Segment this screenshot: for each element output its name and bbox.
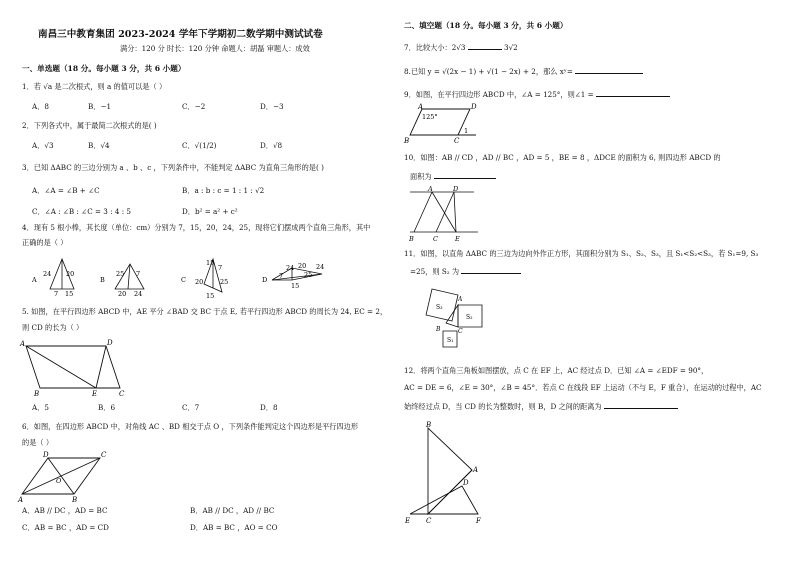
q3-option-c: C．∠A : ∠B : ∠C = 3 : 4 : 5 — [32, 207, 132, 216]
q3-option-a: A．∠A = ∠B + ∠C — [32, 186, 100, 195]
q4-stem-cont: 正确的是（ ） — [22, 238, 68, 247]
q4-label: 7 — [279, 272, 284, 280]
q1-option-d: D．−3 — [260, 102, 284, 111]
q5-label-e: E — [92, 390, 98, 398]
q7-right: 3√2 — [504, 43, 518, 52]
q9-answer-blank[interactable] — [596, 89, 670, 97]
q6-label-a: A — [18, 496, 24, 504]
q4-c-letter: C — [181, 276, 186, 284]
q6-stem-cont: 的是（ ） — [22, 438, 54, 447]
q4-label: 24 — [134, 290, 143, 298]
q5-parallelogram-figure — [18, 338, 138, 398]
q10-text: 面积为 — [410, 172, 432, 181]
q11-label-c: C — [458, 328, 463, 335]
q6-label-b: B — [72, 496, 78, 504]
q11-stem: 11．如图，以直角 ΔABC 的三边为边向外作正方形，其面积分别为 S₁、S₂、S₃，且 S₁<S₂<S₃，若 S₁=9, S₃ — [404, 249, 759, 258]
q2-option-b: B．√4 — [88, 141, 110, 150]
q10-figure — [404, 186, 486, 246]
q5-label-a: A — [20, 340, 26, 348]
q1-option-c: C．−2 — [182, 102, 206, 111]
q12-label-d: D — [463, 479, 469, 487]
q8-text: 8.已知 y = √(2x − 1) + √(1 − 2x) + 2，那么 xʸ= — [404, 67, 573, 76]
q12-answer-blank[interactable] — [604, 401, 678, 409]
q10-stem: 10．如图：AB // CD ，AD // BC ，AD = 5 ，BE = 8 ，ΔDCE 的面积为 6, 则四边形 ABCD 的 — [404, 153, 721, 162]
q6-option-a: A．AB // DC ，AD = BC — [22, 506, 108, 515]
q5-label-c: C — [119, 390, 125, 398]
q2-option-d: D．√8 — [260, 141, 283, 150]
q11-squares-figure — [410, 283, 500, 355]
q5-option-c: C．7 — [182, 403, 200, 412]
q6-label-o: O — [56, 477, 62, 485]
q4-label: 20 — [195, 278, 204, 286]
q3-option-b: B．a : b : c = 1 : 1 : √2 — [182, 186, 265, 195]
q8-answer-blank[interactable] — [575, 66, 643, 74]
q4-label: 25 — [304, 271, 313, 279]
q12-stem: 12．将两个直角三角板如图摆放，点 C 在 EF 上，AC 经过点 D．已知 ∠A = ∠EDF = 90°， — [404, 366, 709, 375]
q12-label-a: A — [473, 466, 479, 474]
section1-title: 一、单选题（18 分。每小题 3 分，共 6 小题） — [22, 64, 186, 73]
q4-label: 15 — [206, 259, 215, 267]
q10-label-b: B — [409, 235, 414, 243]
q12-label-b: B — [426, 421, 432, 429]
q9-label-a: A — [418, 103, 424, 111]
q4-triangles-figure — [30, 256, 360, 301]
q4-a-letter: A — [32, 276, 37, 284]
q1-stem: 1．若 √a 是二次根式，则 a 的值可以是（ ） — [22, 82, 167, 91]
q10-label-e: E — [455, 235, 460, 243]
q9-label-d: D — [471, 103, 477, 111]
q4-label: 24 — [286, 264, 295, 272]
q9-parallelogram-figure — [404, 103, 480, 145]
section2-title: 二、填空题（18 分。每小题 3 分，共 6 小题） — [404, 21, 568, 30]
q5-stem-cont: 则 CD 的长为（ ） — [22, 323, 84, 332]
q4-d-letter: D — [262, 276, 268, 284]
q4-stem: 4．现有 5 根小棒，其长度（单位：cm）分别为 7，15，20，24，25，现将它们摆成两个直角三角形，其中 — [22, 223, 371, 232]
q10-stem-cont — [410, 171, 496, 181]
q5-stem: 5. 如图，在平行四边形 ABCD 中，AE 平分 ∠BAD 交 BC 于点 E, 若平行四边形 ABCD 的周长为 24, EC = 2， — [22, 307, 388, 316]
q6-option-d: D．AB = BC ，AO = CO — [190, 523, 278, 532]
q4-label: 15 — [65, 290, 74, 298]
page-title: 南昌三中教育集团 2023-2024 学年下学期初二数学期中测试试卷 — [38, 29, 323, 40]
q4-label: 7 — [136, 270, 141, 278]
q6-option-b: B．AB // DC ，AD // BC — [190, 506, 275, 515]
q2-option-a: A．√3 — [32, 141, 54, 150]
q3-option-d: D．b² = a² + c² — [182, 207, 238, 216]
q5-option-d: D．8 — [260, 403, 278, 412]
q10-label-d: D — [453, 185, 459, 193]
q11-label-s3: S₃ — [436, 304, 443, 311]
q1-option-a: A．8 — [32, 102, 49, 111]
q8-stem — [404, 66, 643, 76]
q6-stem: 6．如图，在四边形 ABCD 中，对角线 AC 、BD 相交于点 O ，下列条件能判定这个四边形是平行四边形 — [22, 422, 359, 431]
q9-stem — [404, 89, 670, 99]
q9-label-c: C — [454, 137, 460, 145]
q10-label-a: A — [428, 185, 433, 193]
q5-option-b: B．6 — [98, 403, 116, 412]
q12-triangles-figure — [402, 418, 502, 530]
q4-b-letter: B — [100, 276, 105, 284]
q9-text: 9．如图，在平行四边形 ABCD 中，∠A = 125°，则∠1 = — [404, 90, 594, 99]
q11-label-s2: S₂ — [466, 314, 473, 321]
q4-label: 24 — [43, 270, 52, 278]
q11-answer-blank[interactable] — [461, 266, 521, 274]
q12-stem-cont2 — [404, 401, 678, 411]
q4-label: 24 — [316, 263, 325, 271]
q5-label-d: D — [107, 339, 113, 347]
q6-option-c: C．AB = BC ，AD = CD — [22, 523, 109, 532]
q4-label: 20 — [298, 262, 307, 270]
q10-label-c: C — [433, 235, 438, 243]
q4-label: 7 — [218, 264, 223, 272]
q5-option-a: A．5 — [32, 403, 49, 412]
q9-label-b: B — [404, 137, 410, 145]
q9-label-angle: 125° — [422, 113, 438, 121]
q2-option-c: C．√(1/2) — [182, 141, 217, 150]
q6-quadrilateral-figure — [18, 450, 128, 502]
q4-label: 15 — [291, 282, 300, 290]
q11-label-s1: S₁ — [447, 337, 454, 344]
q7-left: 7．比较大小：2√3 — [404, 43, 466, 52]
q7-stem — [404, 42, 518, 52]
q6-label-c: C — [101, 451, 107, 459]
q4-label: 15 — [206, 292, 215, 300]
q12-label-f: F — [476, 517, 481, 525]
q4-label: 25 — [220, 278, 229, 286]
q9-label-1: 1 — [464, 127, 469, 135]
q11-label-b: B — [436, 326, 441, 333]
exam-meta: 满分：120 分 时长：120 分钟 命题人：胡磊 审题人：成效 — [120, 44, 310, 53]
q2-stem: 2．下列各式中，属于最简二次根式的是( ) — [22, 121, 157, 130]
q5-label-b: B — [34, 390, 40, 398]
q4-label: 20 — [66, 270, 75, 278]
q12-text: 始终经过点 D，当 CD 的长为整数时，则 B，D 之间的距离为 — [404, 402, 602, 411]
q4-label: 7 — [54, 290, 59, 298]
q6-label-d: D — [43, 451, 49, 459]
q10-answer-blank[interactable] — [434, 171, 496, 179]
q12-stem-cont1: AC = DE = 6，∠E = 30°，∠B = 45°．若点 C 在线段 EF 上运动（不与 E，F 重合），在运动的过程中，AC — [404, 383, 762, 392]
q1-option-b: B．−1 — [88, 102, 112, 111]
q4-label: 25 — [116, 270, 125, 278]
q3-stem: 3．已知 ΔABC 的三边分别为 a 、b 、c ，下列条件中，不能判定 ΔABC 为直角三角形的是( ) — [22, 163, 324, 172]
q11-text: =25，则 S₂ 为 — [410, 267, 460, 276]
q12-label-e: E — [405, 517, 411, 525]
q12-label-c: C — [426, 517, 432, 525]
q7-answer-blank[interactable] — [468, 42, 502, 50]
q4-label: 20 — [118, 290, 127, 298]
q11-stem-cont — [410, 266, 521, 276]
q11-label-a: A — [458, 296, 463, 303]
